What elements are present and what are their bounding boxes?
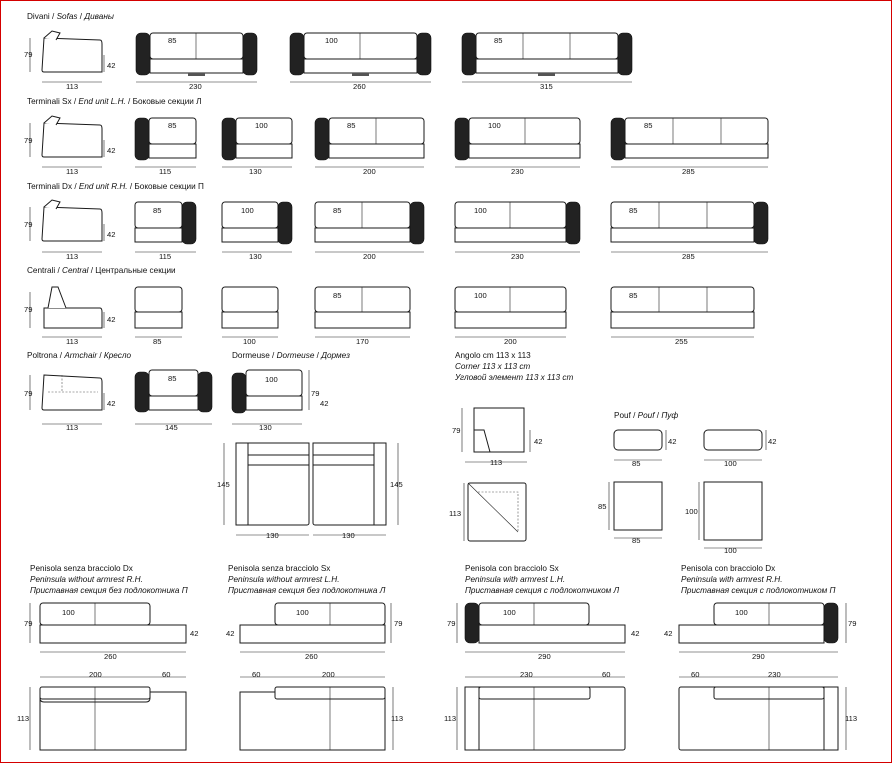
svg-text:42: 42 (534, 437, 543, 446)
svg-text:113: 113 (66, 337, 79, 346)
end-lh-130 (222, 118, 292, 176)
svg-text:79: 79 (24, 136, 33, 145)
svg-text:42: 42 (190, 629, 199, 638)
svg-text:113: 113 (444, 714, 457, 723)
svg-text:85: 85 (629, 206, 638, 215)
svg-text:115: 115 (159, 167, 172, 176)
svg-text:200: 200 (363, 167, 376, 176)
svg-text:285: 285 (682, 252, 695, 261)
svg-text:85: 85 (632, 459, 641, 468)
svg-text:100: 100 (685, 507, 698, 516)
svg-text:130: 130 (342, 531, 355, 540)
svg-text:200: 200 (322, 670, 335, 679)
svg-text:85: 85 (168, 36, 177, 45)
heading-end-rh: Terminali Dx / End unit R.H. / Боковые секции П (27, 182, 204, 191)
svg-text:85: 85 (632, 536, 641, 545)
svg-text:130: 130 (259, 423, 272, 432)
svg-text:60: 60 (691, 670, 700, 679)
svg-text:85: 85 (629, 291, 638, 300)
central-170 (315, 287, 410, 346)
svg-text:85: 85 (347, 121, 356, 130)
peninsula-lh-plan (240, 687, 403, 750)
svg-text:113: 113 (449, 509, 462, 518)
end-lh-115 (135, 118, 196, 176)
armchair-side-view (24, 375, 115, 432)
svg-text:100: 100 (474, 291, 487, 300)
svg-text:145: 145 (390, 480, 403, 489)
svg-text:130: 130 (266, 531, 279, 540)
svg-text:113: 113 (66, 423, 79, 432)
svg-text:200: 200 (504, 337, 517, 346)
pouf-85-plan (598, 482, 662, 545)
svg-text:113: 113 (66, 252, 79, 261)
peninsula-arm-rh-plan (679, 687, 857, 750)
svg-text:79: 79 (24, 220, 33, 229)
heading-pen1-1: Penisola senza bracciolo Dx (30, 564, 133, 573)
svg-text:42: 42 (107, 61, 116, 70)
svg-text:260: 260 (353, 82, 366, 91)
central-200 (455, 287, 566, 346)
svg-text:60: 60 (602, 670, 611, 679)
heading-pen2-1: Penisola senza bracciolo Sx (228, 564, 331, 573)
end-lh-230 (455, 118, 580, 176)
svg-text:100: 100 (265, 375, 278, 384)
peninsula-arm-lh-side (447, 603, 639, 661)
svg-text:113: 113 (66, 167, 79, 176)
svg-text:42: 42 (664, 629, 673, 638)
svg-text:85: 85 (168, 121, 177, 130)
svg-text:85: 85 (153, 337, 162, 346)
sofa-2-seat-230 (136, 33, 257, 91)
svg-text:113: 113 (17, 714, 30, 723)
svg-text:100: 100 (296, 608, 309, 617)
svg-text:42: 42 (631, 629, 640, 638)
svg-text:290: 290 (538, 652, 551, 661)
svg-text:100: 100 (488, 121, 501, 130)
peninsula-rh-plan (17, 687, 186, 750)
heading-pen4-3: Приставная секция с подлокотником П (681, 586, 836, 595)
central-100 (222, 287, 278, 346)
svg-text:113: 113 (391, 714, 404, 723)
central-255 (611, 287, 754, 346)
dormeuse-130 (232, 370, 328, 432)
svg-text:260: 260 (104, 652, 117, 661)
pouf-85-side (614, 430, 676, 468)
heading-pen3-3: Приставная секция с подлокотником Л (465, 586, 620, 595)
svg-text:85: 85 (598, 502, 607, 511)
svg-text:42: 42 (226, 629, 235, 638)
svg-text:85: 85 (644, 121, 653, 130)
svg-text:60: 60 (252, 670, 261, 679)
svg-text:100: 100 (243, 337, 256, 346)
svg-text:79: 79 (311, 389, 320, 398)
heading-pen1-3: Приставная секция без подлокотника П (30, 586, 188, 595)
svg-text:113: 113 (845, 714, 858, 723)
dormeuse-plan-lh (217, 443, 309, 540)
heading-pen2-3: Приставная секция без подлокотника Л (228, 586, 386, 595)
svg-text:113: 113 (66, 82, 79, 91)
svg-text:130: 130 (249, 167, 262, 176)
svg-text:79: 79 (24, 619, 33, 628)
peninsula-arm-rh-side (664, 603, 856, 661)
heading-armchair: Poltrona / Armchair / Кресло (27, 351, 132, 360)
svg-text:230: 230 (768, 670, 781, 679)
end-lh-side-view (24, 116, 115, 176)
svg-text:255: 255 (675, 337, 688, 346)
svg-text:100: 100 (503, 608, 516, 617)
sofa-3-seat-315 (462, 33, 632, 91)
heading-pouf: Pouf / Pouf / Пуф (614, 411, 679, 420)
end-rh-285 (611, 202, 768, 261)
svg-text:100: 100 (325, 36, 338, 45)
svg-text:79: 79 (24, 50, 33, 59)
heading-central: Centrali / Central / Центральные секции (27, 266, 176, 275)
svg-text:230: 230 (189, 82, 202, 91)
heading-corner-2: Corner 113 x 113 cm (455, 362, 531, 371)
sofa-side-view (24, 31, 115, 91)
svg-text:100: 100 (724, 459, 737, 468)
heading-pen4-1: Penisola con bracciolo Dx (681, 564, 776, 573)
svg-text:42: 42 (320, 399, 329, 408)
end-rh-230 (455, 202, 580, 261)
svg-text:290: 290 (752, 652, 765, 661)
svg-text:285: 285 (682, 167, 695, 176)
svg-text:100: 100 (255, 121, 268, 130)
svg-text:145: 145 (165, 423, 178, 432)
peninsula-arm-lh-plan (444, 687, 625, 750)
svg-text:85: 85 (333, 291, 342, 300)
heading-end-lh: Terminali Sx / End unit L.H. / Боковые секции Л (27, 97, 202, 106)
svg-text:42: 42 (107, 315, 116, 324)
svg-text:200: 200 (89, 670, 102, 679)
heading-pen3-1: Penisola con bracciolo Sx (465, 564, 559, 573)
svg-text:100: 100 (241, 206, 254, 215)
svg-text:85: 85 (494, 36, 503, 45)
svg-text:100: 100 (62, 608, 75, 617)
svg-text:85: 85 (153, 206, 162, 215)
heading-pen1-2: Peninsula without armrest R.H. (30, 575, 143, 584)
heading-pen3-2: Peninsula with armrest L.H. (465, 575, 566, 584)
svg-text:100: 100 (474, 206, 487, 215)
svg-text:79: 79 (394, 619, 403, 628)
svg-text:85: 85 (168, 374, 177, 383)
svg-text:79: 79 (447, 619, 456, 628)
svg-text:145: 145 (217, 480, 230, 489)
svg-text:42: 42 (668, 437, 677, 446)
heading-corner-3: Угловой элемент 113 x 113 cm (455, 373, 574, 382)
central-side-view (24, 287, 115, 346)
end-rh-side-view (24, 200, 115, 261)
svg-text:42: 42 (768, 437, 777, 446)
svg-text:42: 42 (107, 146, 116, 155)
end-rh-130 (222, 202, 292, 261)
svg-text:113: 113 (490, 458, 503, 467)
svg-text:79: 79 (452, 426, 461, 435)
svg-text:42: 42 (107, 230, 116, 239)
dormeuse-plan-rh (313, 443, 403, 540)
heading-pen4-2: Peninsula with armrest R.H. (681, 575, 783, 584)
svg-text:79: 79 (848, 619, 857, 628)
end-rh-115 (135, 202, 196, 261)
svg-text:230: 230 (511, 252, 524, 261)
end-lh-285 (611, 118, 768, 176)
svg-text:100: 100 (735, 608, 748, 617)
corner-side-view (452, 408, 542, 467)
svg-text:85: 85 (333, 206, 342, 215)
pouf-100-side (704, 430, 776, 468)
svg-text:100: 100 (724, 546, 737, 555)
svg-text:42: 42 (107, 399, 116, 408)
svg-text:79: 79 (24, 305, 33, 314)
central-85 (135, 287, 182, 346)
end-rh-200 (315, 202, 424, 261)
svg-text:130: 130 (249, 252, 262, 261)
end-lh-200 (315, 118, 424, 176)
heading-sofas: Divani / Sofas / Диваны (27, 12, 114, 21)
svg-text:60: 60 (162, 670, 171, 679)
svg-text:170: 170 (356, 337, 369, 346)
sofa-3-seat-260 (290, 33, 431, 91)
svg-text:230: 230 (511, 167, 524, 176)
peninsula-rh-side (24, 603, 198, 661)
svg-text:115: 115 (159, 252, 172, 261)
heading-pen2-2: Peninsula without armrest L.H. (228, 575, 340, 584)
svg-text:230: 230 (520, 670, 533, 679)
svg-text:315: 315 (540, 82, 553, 91)
svg-text:79: 79 (24, 389, 33, 398)
corner-plan (449, 483, 526, 541)
peninsula-lh-side (226, 603, 402, 661)
svg-text:260: 260 (305, 652, 318, 661)
heading-corner-1: Angolo cm 113 x 113 (455, 351, 531, 360)
heading-dormeuse: Dormeuse / Dormeuse / Дормез (232, 351, 350, 360)
peninsula-plan-dims (40, 670, 838, 679)
svg-text:200: 200 (363, 252, 376, 261)
armchair-145 (135, 370, 212, 432)
pouf-100-plan (685, 482, 762, 555)
